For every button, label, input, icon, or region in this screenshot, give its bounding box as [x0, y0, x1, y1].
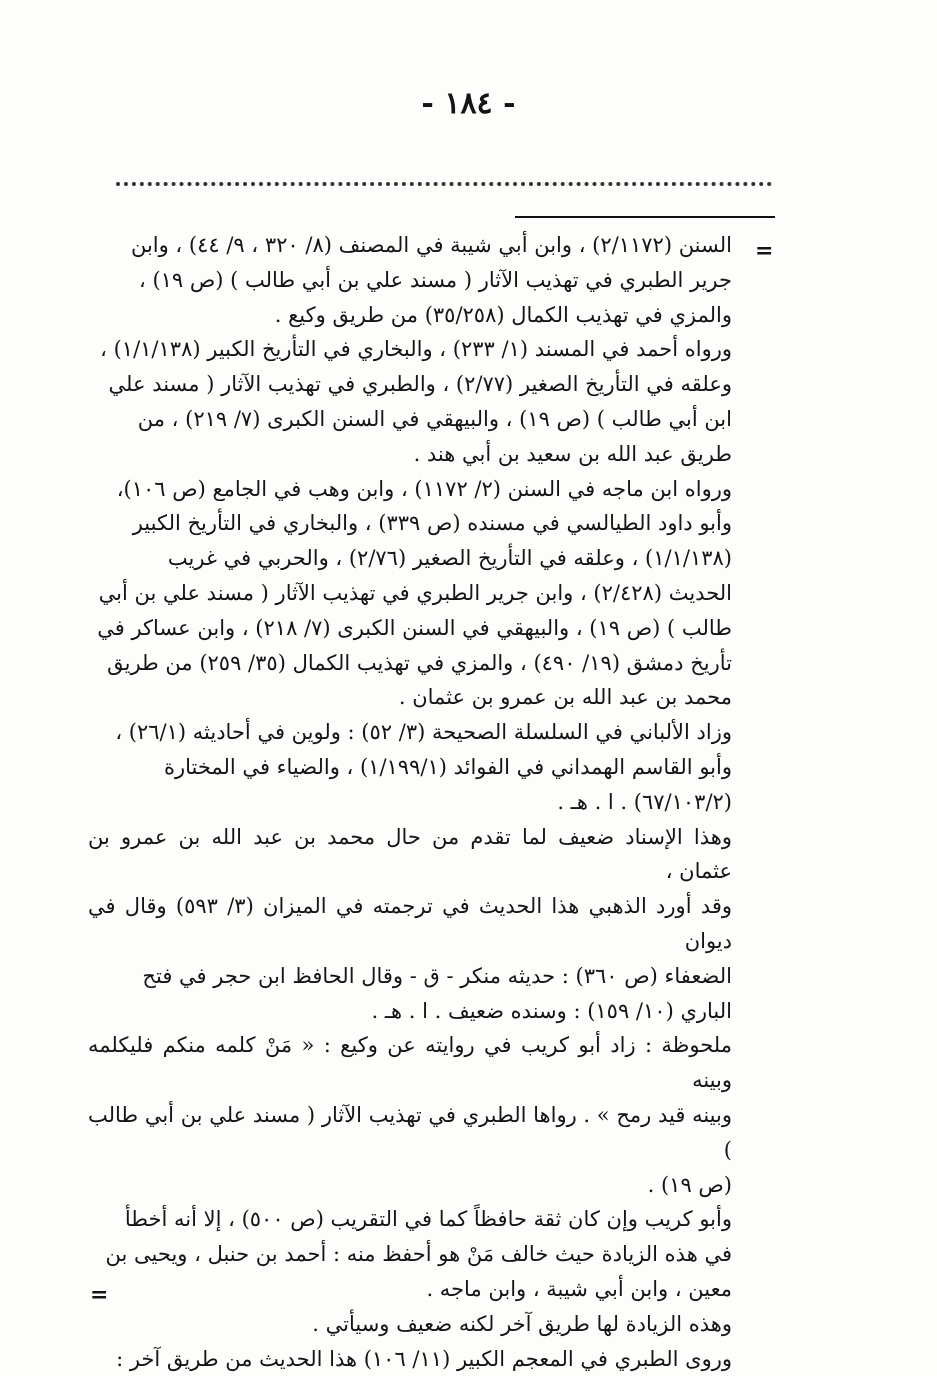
line-3: والمزي في تهذيب الكمال (٣٥/٢٥٨) من طريق وكيع . — [88, 298, 732, 333]
line-9: وأبو داود الطيالسي في مسنده (ص ٣٣٩) ، والبخاري في التأريخ الكبير — [88, 506, 732, 541]
footnote-text — [88, 228, 732, 1376]
line-8: ورواه ابن ماجه في السنن (٢/ ١١٧٢) ، وابن وهب في الجامع (ص ١٠٦)، — [88, 472, 732, 507]
line-27: معين ، وابن أبي شيبة ، وابن ماجه . — [88, 1272, 732, 1307]
line-15: وزاد الألباني في السلسلة الصحيحة (٣/ ٥٢) : ولوين في أحاديثه (٢٦/١) ، — [88, 715, 732, 750]
line-28: وهذه الزيادة لها طريق آخر لكنه ضعيف وسيأتي . — [88, 1307, 732, 1342]
dotted-separator — [116, 182, 772, 186]
continuation-mark-top: = — [755, 238, 773, 264]
line-12: طالب ) (ص ١٩) ، والبيهقي في السنن الكبرى (٧/ ٢١٨) ، وابن عساكر في — [88, 611, 732, 646]
line-20: الضعفاء (ص ٣٦٠) : حديثه منكر - ق - وقال الحافظ ابن حجر في فتح — [88, 959, 732, 994]
line-2: جرير الطبري في تهذيب الآثار ( مسند علي بن أبي طالب ) (ص ١٩) ، — [88, 263, 732, 298]
continuation-mark-bottom: = — [90, 1282, 108, 1308]
line-13: تأريخ دمشق (١٩/ ٤٩٠) ، والمزي في تهذيب الكمال (٣٥/ ٢٥٩) من طريق — [88, 646, 732, 681]
line-1: السنن (٢/١١٧٢) ، وابن أبي شيبة في المصنف (٨/ ٣٢٠ ، ٩/ ٤٤) ، وابن — [88, 228, 732, 263]
line-11: الحديث (٢/٤٢٨) ، وابن جرير الطبري في تهذيب الآثار ( مسند علي بن أبي — [88, 576, 732, 611]
line-18: وهذا الإسناد ضعيف لما تقدم من حال محمد بن عبد الله بن عمرو بن عثمان ، — [88, 820, 732, 890]
page-number: - ١٨٤ - — [0, 86, 937, 121]
line-19: وقد أورد الذهبي هذا الحديث في ترجمته في الميزان (٣/ ٥٩٣) وقال في ديوان — [88, 889, 732, 959]
line-5: وعلقه في التأريخ الصغير (٢/٧٧) ، والطبري في تهذيب الآثار ( مسند علي — [88, 367, 732, 402]
line-21: الباري (١٠/ ١٥٩) : وسنده ضعيف . ا . هـ . — [88, 994, 732, 1029]
line-10: (١/١/١٣٨) ، وعلقه في التأريخ الصغير (٢/٧٦) ، والحربي في غريب — [88, 541, 732, 576]
line-26: في هذه الزيادة حيث خالف مَنْ هو أحفظ منه : أحمد بن حنبل ، ويحيى بن — [88, 1237, 732, 1272]
line-25: وأبو كريب وإن كان ثقة حافظاً كما في التقريب (ص ٥٠٠) ، إلا أنه أخطأ — [88, 1202, 732, 1237]
footnote-separator — [515, 216, 775, 218]
line-29: وروى الطبري في المعجم الكبير (١١/ ١٠٦) هذا الحديث من طريق آخر : — [88, 1342, 732, 1376]
line-6: ابن أبي طالب ) (ص ١٩) ، والبيهقي في السنن الكبرى (٧/ ٢١٩) ، من — [88, 402, 732, 437]
line-4: ورواه أحمد في المسند (١/ ٢٣٣) ، والبخاري في التأريخ الكبير (١/١/١٣٨) ، — [88, 332, 732, 367]
line-24: (ص ١٩) . — [88, 1168, 732, 1203]
line-23: وبينه قيد رمح » . رواها الطبري في تهذيب الآثار ( مسند علي بن أبي طالب ) — [88, 1098, 732, 1168]
line-7: طريق عبد الله بن سعيد بن أبي هند . — [88, 437, 732, 472]
line-14: محمد بن عبد الله بن عمرو بن عثمان . — [88, 680, 732, 715]
line-22: ملحوظة : زاد أبو كريب في روايته عن وكيع : « مَنْ كلمه منكم فليكلمه وبينه — [88, 1028, 732, 1098]
line-16: وأبو القاسم الهمداني في الفوائد (١/١٩٩/١) ، والضياء في المختارة — [88, 750, 732, 785]
line-17: (٦٧/١٠٣/٢) . ا . هـ . — [88, 785, 732, 820]
